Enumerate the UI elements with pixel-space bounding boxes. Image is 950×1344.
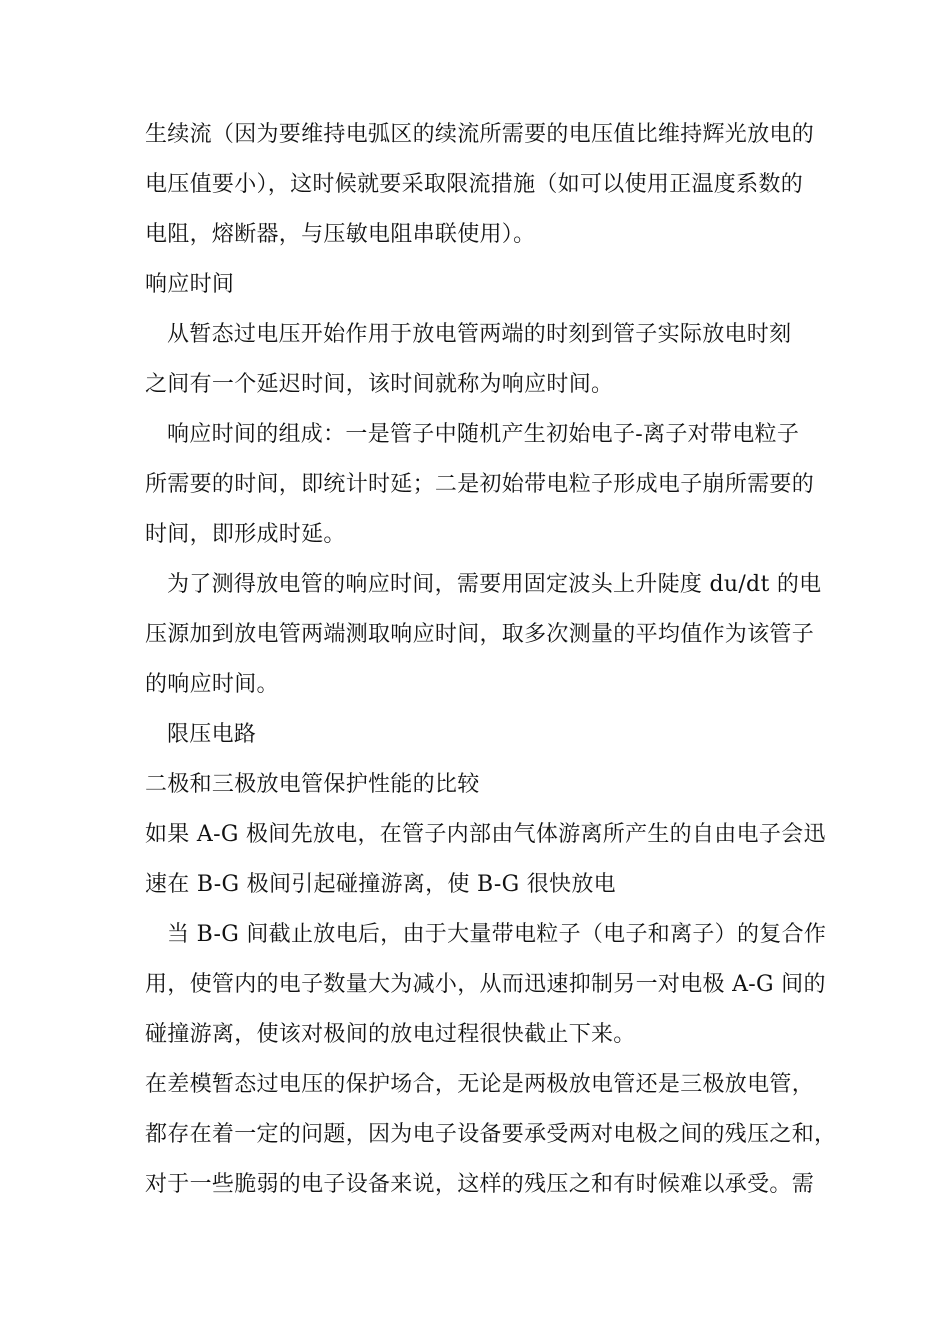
text-line: 的响应时间。 [145,672,279,697]
text-line: 速在 B-G 极间引起碰撞游离，使 B-G 很快放电 [145,872,616,897]
text-line: 对于一些脆弱的电子设备来说，这样的残压之和有时候难以承受。需 [145,1172,815,1197]
text-line: 用，使管内的电子数量大为减小，从而迅速抑制另一对电极 A-G 间的 [145,972,826,997]
text-line: 电阻，熔断器，与压敏电阻串联使用）。 [145,222,536,247]
text-line: 碰撞游离，使该对极间的放电过程很快截止下来。 [145,1022,636,1047]
text-line: 当 B-G 间截止放电后，由于大量带电粒子（电子和离子）的复合作 [167,922,827,947]
section-heading: 限压电路 [167,722,257,747]
text-line: 时间，即形成时延。 [145,522,346,547]
text-line: 响应时间的组成：一是管子中随机产生初始电子-离子对带电粒子 [167,422,800,447]
text-line: 如果 A-G 极间先放电，在管子内部由气体游离所产生的自由电子会迅 [145,822,826,847]
text-line: 压源加到放电管两端测取响应时间，取多次测量的平均值作为该管子 [145,622,815,647]
text-line: 所需要的时间，即统计时延；二是初始带电粒子形成电子崩所需要的 [145,472,815,497]
text-line: 从暂态过电压开始作用于放电管两端的时刻到管子实际放电时刻 [167,322,792,347]
text-line: 之间有一个延迟时间，该时间就称为响应时间。 [145,372,614,397]
text-line: 生续流（因为要维持电弧区的续流所需要的电压值比维持辉光放电的 [145,122,815,147]
text-line: 为了测得放电管的响应时间，需要用固定波头上升陡度 du/dt 的电 [167,572,822,597]
text-line: 都存在着一定的问题，因为电子设备要承受两对电极之间的残压之和， [145,1122,837,1147]
section-heading: 响应时间 [145,272,235,297]
text-line: 电压值要小），这时候就要采取限流措施（如可以使用正温度系数的 [145,172,804,197]
text-line: 在差模暂态过电压的保护场合，无论是两极放电管还是三极放电管， [145,1072,815,1097]
section-heading: 二极和三极放电管保护性能的比较 [145,772,480,797]
